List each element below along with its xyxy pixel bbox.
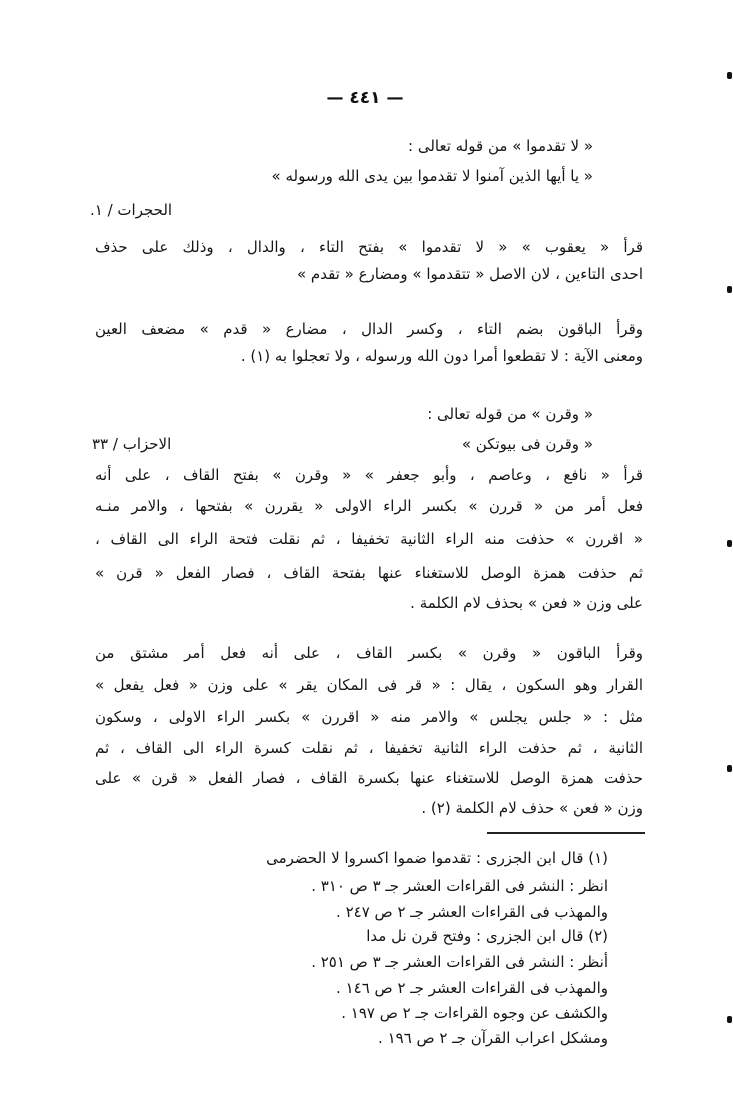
block1-p1-line2: احدى التاءين ، لان الاصل « تتقدموا » ومضارع « تقدم »	[296, 265, 643, 283]
scan-mark	[727, 765, 732, 772]
page-number: — ٤٤١ —	[326, 88, 404, 108]
footnote1-line3: والمهذب فى القراءات العشر جـ ٢ ص ٢٤٧ .	[336, 903, 608, 921]
block1-verse: « يا أيها الذين آمنوا لا تقدموا بين يدى الله ورسوله »	[271, 167, 593, 185]
block2-p2-line6: وزن « فعن » حذف لام الكلمة (٢) .	[421, 799, 643, 817]
scan-mark	[727, 286, 732, 293]
footnote2-line2: أنظر : النشر فى القراءات العشر جـ ٣ ص ٢٥١ .	[311, 953, 608, 971]
footnote2-line3: والمهذب فى القراءات العشر جـ ٢ ص ١٤٦ .	[336, 979, 608, 997]
scan-mark	[727, 540, 732, 547]
footnote2-line5: ومشكل اعراب القرآن جـ ٢ ص ١٩٦ .	[378, 1029, 608, 1047]
block1-intro: « لا تقدموا » من قوله تعالى :	[408, 137, 593, 155]
block2-p2-line3: مثل : « جلس يجلس » والامر منه « اقررن » بكسر الراء الاولى ، وسكون	[95, 708, 643, 726]
block2-ref: الاحزاب / ٣٣	[92, 435, 172, 453]
block1-ref: الحجرات / ١.	[90, 201, 173, 219]
block2-intro: « وقرن » من قوله تعالى :	[427, 405, 593, 423]
footnote2-line4: والكشف عن وجوه القراءات جـ ٢ ص ١٩٧ .	[341, 1004, 608, 1022]
block2-p2-line2: القرار وهو السكون ، يقال : « قر فى المكان يقر » على وزن « فعل يفعل »	[95, 676, 643, 694]
scan-mark	[727, 72, 732, 79]
block2-p2-line5: حذفت همزة الوصل للاستغناء عنها بكسرة القاف ، فصار الفعل « قرن » على	[95, 769, 643, 787]
footnote1-line1: (١) قال ابن الجزرى : تقدموا ضموا اكسروا لا الحضرمى	[266, 849, 608, 867]
footnote-separator	[487, 832, 645, 834]
block2-p2-line1: وقرأ الباقون « وقرن » بكسر القاف ، على أنه فعل أمر مشتق من	[95, 644, 643, 662]
block1-p2-line2: ومعنى الآية : لا تقطعوا أمرا دون الله ورسوله ، ولا تعجلوا به (١) .	[240, 347, 643, 365]
block2-p1-line4: ثم حذفت همزة الوصل للاستغناء عنها بفتحة القاف ، فصار الفعل « قرن »	[95, 564, 643, 582]
block2-p1-line2: فعل أمر من « قررن » بكسر الراء الاولى « يقررن » بفتحها ، والامر منـه	[95, 497, 643, 515]
block2-verse: « وقرن فى بيوتكن »	[461, 435, 593, 453]
scan-mark	[727, 1016, 732, 1023]
block1-p2-line1: وقرأ الباقون بضم التاء ، وكسر الدال ، مضارع « قدم » مضعف العين	[95, 320, 643, 338]
block1-p1-line1: قرأ « يعقوب » « لا تقدموا » بفتح التاء ، والدال ، وذلك على حذف	[95, 238, 643, 256]
footnote1-line2: انظر : النشر فى القراءات العشر جـ ٣ ص ٣١٠ .	[311, 877, 608, 895]
block2-p1-line1: قرأ « نافع ، وعاصم ، وأبو جعفر » « وقرن » بفتح القاف ، على أنه	[95, 466, 643, 484]
footnote2-line1: (٢) قال ابن الجزرى : وفتح قرن نل مدا	[366, 927, 608, 945]
block2-p2-line4: الثانية ، ثم حذفت الراء الثانية تخفيفا ، ثم نقلت كسرة الراء الى القاف ، ثم	[95, 739, 643, 757]
block2-p1-line5: على وزن « فعن » بحذف لام الكلمة .	[410, 594, 643, 612]
block2-p1-line3: « اقررن » حذفت منه الراء الثانية تخفيفا ، ثم نقلت فتحة الراء الى القاف ،	[95, 530, 643, 548]
